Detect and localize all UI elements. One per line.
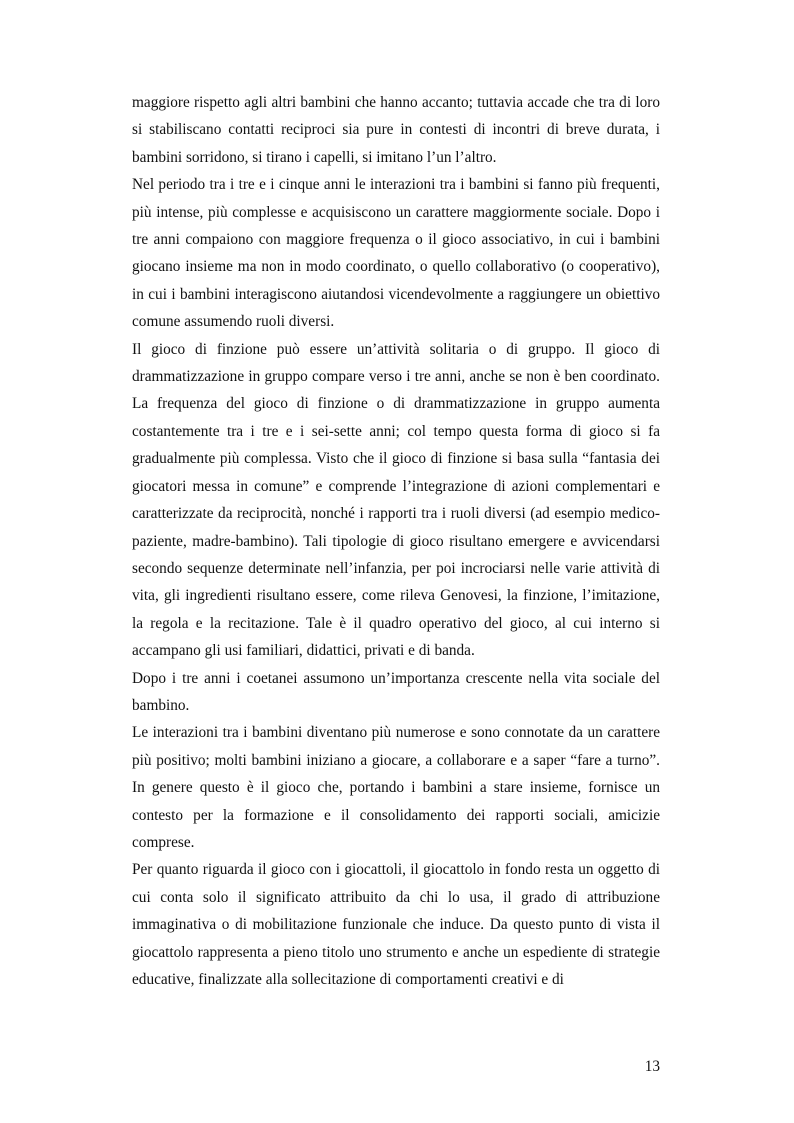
paragraph-1: maggiore rispetto agli altri bambini che hanno accanto; tuttavia accade che tra di loro si stabiliscano contatti reciproci sia pure in contesti di incontri di breve durata, i bambini sorridono, si tirano i capelli, si imitano l’un l’altro. bbox=[132, 94, 660, 166]
paragraph-5: Le interazioni tra i bambini diventano più numerose e sono connotate da un carattere più positivo; molti bambini iniziano a giocare, a collaborare e a saper “fare a turno”. In genere questo è il gioco che, portando i bambini a stare insieme, fornisce un contesto per la formazione e il consolidamento dei rapporti sociali, amicizie comprese. bbox=[132, 724, 660, 851]
page-number: 13 bbox=[644, 1058, 660, 1075]
paragraph-2: Nel periodo tra i tre e i cinque anni le interazioni tra i bambini si fanno più frequenti, più intense, più complesse e acquisiscono un carattere maggiormente sociale. Dopo i tre anni compaiono con maggiore frequenza o il gioco associativo, in cui i bambini giocano insieme ma non in modo coordinato, o quello collaborativo (o cooperativo), in cui i bambini interagiscono aiutandosi vicendevolmente a raggiungere un obiettivo comune assumendo ruoli diversi. bbox=[132, 176, 660, 331]
paragraph-3: Il gioco di finzione può essere un’attività solitaria o di gruppo. Il gioco di drammatizzazione in gruppo compare verso i tre anni, anche se non è ben coordinato. La frequenza del gioco di finzione o di drammatizzazione in gruppo aumenta costantemente tra i tre e i sei-sette anni; col tempo questa forma di gioco si fa gradualmente più complessa. Visto che il gioco di finzione si basa sulla “fantasia dei giocatori messa in comune” e comprende l’integrazione di azioni complementari e caratterizzate da reciprocità, nonché i rapporti tra i ruoli diversi (ad esempio medico-paziente, madre-bambino). Tali tipologie di gioco risultano emergere e avvicendarsi secondo sequenze determinate nell’infanzia, per poi incrociarsi nelle varie attività di vita, gli ingredienti risultano essere, come rileva Genovesi, la finzione, l’imitazione, la regola e la recitazione. Tale è il quadro operativo del gioco, al cui interno si accampano gli usi familiari, didattici, privati e di banda. bbox=[132, 340, 660, 660]
page-body bbox=[132, 89, 660, 993]
paragraph-4: Dopo i tre anni i coetanei assumono un’importanza crescente nella vita sociale del bambino. bbox=[132, 669, 660, 714]
paragraph-6: Per quanto riguarda il gioco con i giocattoli, il giocattolo in fondo resta un oggetto di cui conta solo il significato attribuito da chi lo usa, il grado di attribuzione immaginativa o di mobilitazione funzionale che induce. Da questo punto di vista il giocattolo rappresenta a pieno titolo uno strumento e anche un espediente di strategie educative, finalizzate alla sollecitazione di comportamenti creativi e di bbox=[132, 861, 660, 988]
